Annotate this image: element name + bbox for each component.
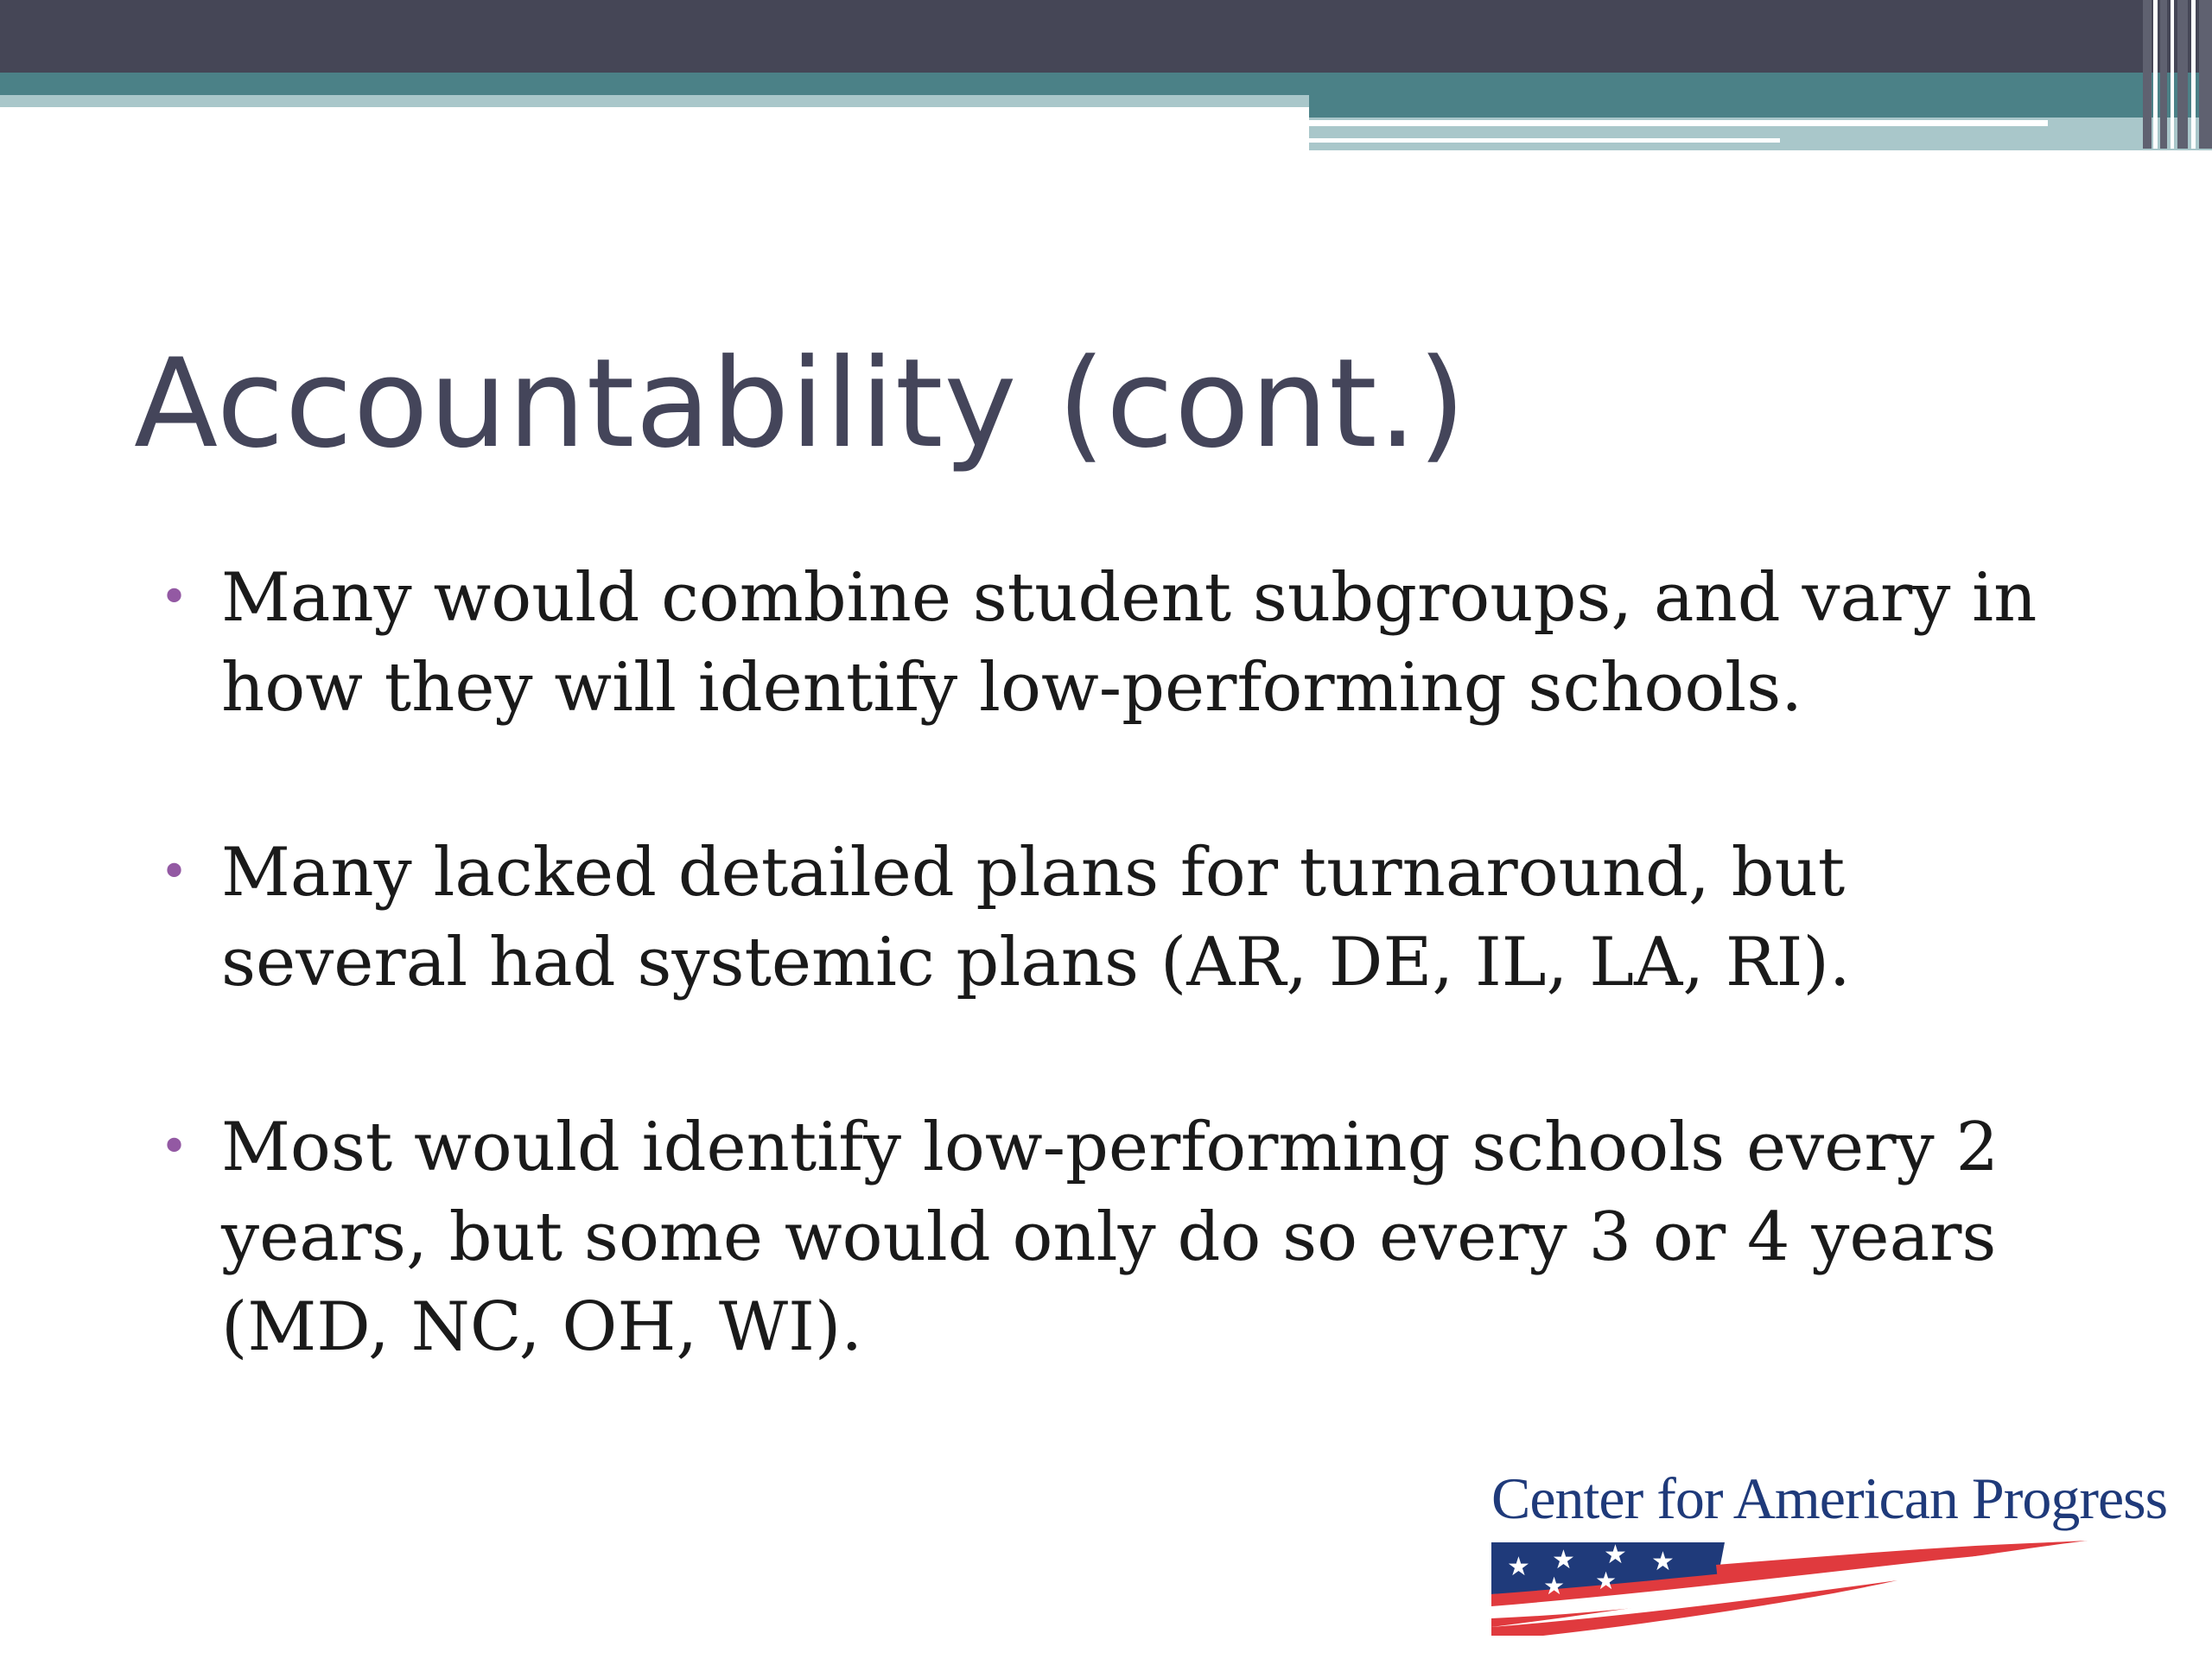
bullet-list [156, 553, 2100, 1467]
svg-text:★: ★ [1651, 1547, 1675, 1577]
svg-text:★: ★ [1595, 1567, 1618, 1595]
center-for-american-progress-logo [1491, 1465, 2190, 1637]
header-band-dark [0, 0, 2212, 73]
flag-icon [1491, 1534, 2096, 1637]
bullet-marker: • [160, 1119, 189, 1175]
header-band-teal-right [1309, 95, 2212, 118]
bullet-text: Most would identify low-performing schools every 2 years, but some would only do so every 3 or 4 years (MD, NC, OH, WI). [221, 1109, 1999, 1366]
header-stripe [2143, 0, 2152, 149]
svg-text:★: ★ [1507, 1552, 1530, 1582]
header-accent-line [1309, 120, 2048, 126]
logo-wordmark: Center for American Progress [1491, 1465, 2168, 1531]
header-band-light [0, 95, 1309, 107]
header-stripe [2153, 0, 2158, 149]
header-stripe [2171, 0, 2174, 149]
svg-text:★: ★ [1552, 1545, 1575, 1575]
bullet-text: Many lacked detailed plans for turnaround, but several had systemic plans (AR, DE, IL, LA, RI). [221, 834, 1851, 1001]
header-stripe [2177, 0, 2188, 149]
slide-title: Accountability (cont.) [134, 333, 1467, 475]
header-band-teal [0, 73, 2212, 95]
bullet-marker: • [160, 569, 189, 626]
header-stripe [2199, 0, 2212, 149]
bullet-text: Many would combine student subgroups, and vary in how they will identify low-performing schools. [221, 559, 2037, 727]
svg-text:★: ★ [1543, 1572, 1566, 1600]
bullet-item [156, 1103, 2100, 1372]
bullet-item [156, 828, 2100, 1007]
header-stripe [2191, 0, 2196, 149]
svg-text:★: ★ [1604, 1540, 1627, 1570]
bullet-marker: • [160, 844, 189, 900]
header-accent-line [1309, 138, 1780, 143]
bullet-item [156, 553, 2100, 733]
header-stripe [2160, 0, 2167, 149]
